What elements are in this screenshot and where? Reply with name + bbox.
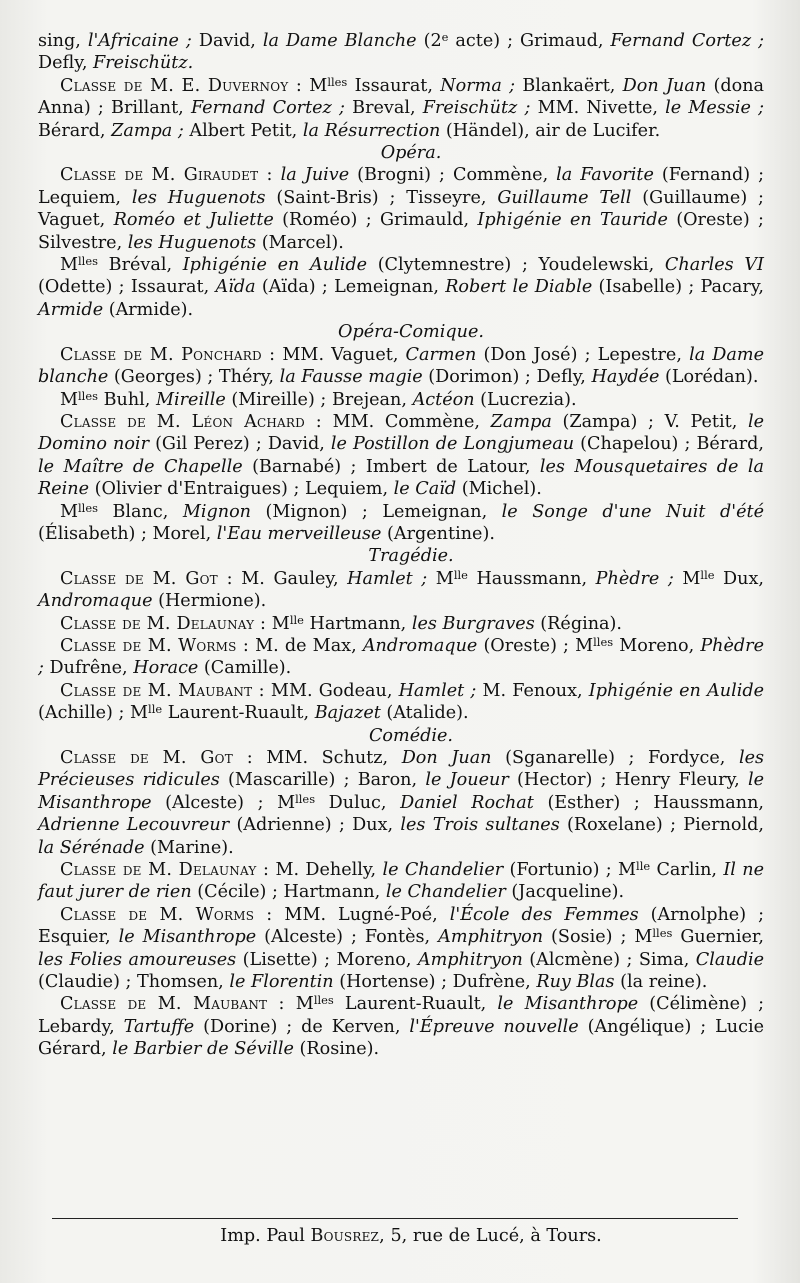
- text-run: (Roméo) ; Grimauld,: [273, 210, 478, 231]
- work-title: le Caïd: [393, 479, 457, 500]
- work-title: le Misanthrope: [118, 927, 257, 948]
- text-run: (Camille).: [198, 658, 292, 679]
- text-run: (Adrienne) ; Dux,: [229, 815, 401, 836]
- text-run: (Rosine).: [293, 1039, 380, 1060]
- superscript: lles: [313, 993, 334, 1008]
- text-run: (Lucrezia).: [474, 389, 577, 410]
- work-title: Fernand Cortez ;: [610, 31, 765, 51]
- work-title: Andromaque: [362, 635, 478, 656]
- text-run: Issaurat,: [347, 75, 441, 96]
- superscript: lles: [295, 791, 316, 806]
- text-run: Imp. Paul: [220, 1226, 311, 1246]
- text-run: (Alceste) ; M: [151, 792, 296, 813]
- class-label: Classe de M. Maubant :: [60, 994, 285, 1015]
- superscript: lle: [289, 612, 304, 627]
- text-run: Opéra-Comique.: [338, 322, 484, 343]
- text-run: Buhl,: [97, 389, 156, 410]
- work-title: Carmen: [405, 344, 477, 365]
- paragraph: [38, 411, 764, 501]
- page-body: [38, 30, 764, 1061]
- text-run: (Dorimon) ; Defly,: [422, 367, 592, 388]
- work-title: le Chandelier: [382, 860, 504, 881]
- text-run: (Chapelou) ; Bérard,: [574, 434, 764, 455]
- text-run: (Barnabé) ; Imbert de Latour,: [242, 456, 540, 477]
- text-run: (Guillaume) ; Vaguet,: [38, 187, 764, 231]
- class-label: Bousrez,: [310, 1226, 385, 1246]
- work-title: Fernand Cortez ;: [190, 98, 345, 119]
- text-run: (la reine).: [614, 972, 708, 993]
- work-title: Amphitryon: [438, 927, 544, 948]
- text-run: Comédie.: [368, 725, 454, 746]
- work-title: Daniel Rochat: [400, 792, 534, 813]
- work-title: Hamlet ;: [398, 680, 477, 701]
- class-label: Classe de M. Maubant :: [60, 680, 265, 701]
- text-run: Defly,: [38, 53, 94, 74]
- text-run: Hartmann,: [303, 613, 412, 634]
- text-run: M. Fenoux,: [476, 680, 589, 701]
- class-label: Classe de M. E. Duvernoy :: [60, 75, 303, 96]
- work-title: Iphigénie en Tauride: [477, 210, 668, 231]
- section-heading: [38, 321, 764, 343]
- work-title: Hamlet ;: [347, 568, 428, 589]
- footer-rule: [52, 1218, 738, 1219]
- work-title: Zampa: [490, 411, 552, 432]
- paragraph: [38, 30, 764, 75]
- text-run: M. Dehelly,: [269, 860, 383, 881]
- text-run: MM. Lugné-Poé,: [272, 904, 450, 925]
- work-title: Don Juan: [622, 75, 707, 96]
- class-label: Classe de M. Delaunay :: [60, 613, 267, 634]
- text-run: (Saint-Bris) ; Tisseyre,: [265, 187, 498, 208]
- work-title: la Sérénade: [38, 837, 145, 858]
- paragraph: [38, 859, 764, 904]
- text-run: Haussmann,: [467, 568, 596, 589]
- work-title: les Précieuses ridicules: [38, 748, 765, 791]
- work-title: Ruy Blas: [536, 972, 615, 993]
- text-run: Laurent-Ruault,: [333, 994, 498, 1015]
- text-run: Blanc,: [97, 501, 183, 522]
- text-run: (Gil Perez) ; David,: [148, 434, 331, 455]
- superscript: lles: [327, 74, 348, 89]
- text-run: Laurent-Ruault,: [162, 703, 315, 724]
- superscript: e: [441, 29, 449, 44]
- paragraph: [38, 389, 764, 411]
- work-title: Don Juan: [401, 748, 492, 768]
- text-run: Duluc,: [315, 792, 401, 813]
- work-title: le Songe d'une Nuit d'été: [501, 501, 764, 522]
- text-run: M. de Max,: [249, 635, 363, 656]
- text-run: (Fernand) ; Lequiem,: [38, 165, 765, 208]
- work-title: la Dame blanche: [38, 344, 764, 388]
- work-title: le Messie ;: [665, 98, 765, 119]
- text-run: acte) ; Grimaud,: [448, 31, 611, 51]
- work-title: la Fausse magie: [279, 367, 423, 388]
- text-run: (Élisabeth) ; Morel,: [38, 523, 217, 544]
- work-title: Adrienne Lecouvreur: [38, 815, 230, 836]
- class-label: Classe de M. Giraudet :: [60, 165, 273, 186]
- text-run: (Achille) ; M: [38, 703, 149, 724]
- text-run: (Esther) ; Haussmann,: [533, 792, 764, 813]
- work-title: Andromaque: [38, 591, 153, 612]
- paragraph: [38, 344, 764, 389]
- text-run: (Oreste) ; M: [477, 635, 594, 656]
- text-run: (Clytemnestre) ; Youdelewski,: [367, 255, 665, 276]
- text-run: Opéra.: [380, 143, 442, 164]
- text-run: Tragédie.: [368, 546, 454, 567]
- text-run: (Mireille) ; Brejean,: [225, 389, 413, 410]
- work-title: Freischütz.: [93, 53, 194, 74]
- text-run: Breval,: [344, 98, 423, 119]
- text-run: M: [427, 568, 454, 589]
- superscript: lle: [636, 858, 651, 873]
- text-run: (Odette) ; Issaurat,: [38, 277, 216, 298]
- text-run: (Georges) ; Théry,: [108, 367, 280, 388]
- text-run: (Dorine) ; de Kerven,: [194, 1016, 410, 1037]
- text-run: M: [302, 75, 328, 96]
- text-run: sing,: [38, 31, 88, 51]
- class-label: Classe de M. Léon Achard :: [60, 411, 322, 432]
- section-heading: [38, 142, 764, 164]
- text-run: (Régina).: [534, 613, 623, 634]
- work-title: Iphigénie en Aulide: [182, 255, 368, 276]
- work-title: l'Africaine ;: [87, 31, 192, 51]
- superscript: lle: [453, 567, 468, 582]
- text-run: (Sosie) ; M: [543, 927, 653, 948]
- text-run: Dux,: [714, 568, 765, 589]
- text-run: (Jacqueline).: [505, 882, 625, 903]
- work-title: Bajazet: [314, 703, 381, 724]
- text-run: (Michel).: [456, 479, 542, 500]
- text-run: (Arnolphe) ; Esquier,: [38, 904, 764, 948]
- superscript: lle: [148, 702, 163, 717]
- work-title: le Joueur: [425, 770, 509, 791]
- text-run: M: [266, 613, 290, 634]
- superscript: lles: [652, 926, 673, 941]
- class-label: Classe de M. Worms :: [60, 904, 273, 925]
- text-run: MM. Godeau,: [264, 680, 399, 701]
- text-run: (Hermione).: [152, 591, 267, 612]
- text-run: (dona Anna) ; Brillant,: [38, 75, 765, 119]
- text-run: (Hector) ; Henry Fleury,: [508, 770, 748, 791]
- work-title: les Mousquetaires de la Reine: [38, 456, 764, 500]
- work-title: Armide: [38, 299, 104, 320]
- text-run: (Hortense) ; Dufrène,: [333, 972, 537, 993]
- section-heading: [38, 725, 764, 747]
- text-run: (Zampa) ; V. Petit,: [551, 411, 748, 432]
- work-title: Mignon: [182, 501, 251, 522]
- text-run: (Isabelle) ; Pacary,: [592, 277, 764, 298]
- text-run: M: [60, 255, 79, 276]
- text-run: (Lorédan).: [659, 367, 759, 388]
- superscript: lle: [700, 567, 715, 582]
- superscript: lles: [78, 500, 98, 515]
- work-title: la Favorite: [556, 165, 654, 186]
- work-title: le Misanthrope: [497, 994, 639, 1015]
- paragraph: [38, 904, 764, 994]
- paragraph: [38, 993, 764, 1060]
- work-title: Norma ;: [440, 75, 516, 96]
- paragraph: [38, 680, 764, 725]
- text-run: (Argentine).: [381, 523, 495, 544]
- work-title: les Huguenots: [127, 232, 257, 253]
- text-run: (Roxelane) ; Piernold,: [559, 815, 764, 836]
- work-title: le Maître de Chapelle: [38, 456, 243, 477]
- text-run: Moreno,: [613, 635, 701, 656]
- class-label: Classe de M. Worms :: [60, 635, 249, 656]
- text-run: (Marine).: [144, 837, 234, 858]
- work-title: Roméo et Juliette: [113, 210, 274, 231]
- text-run: (Marcel).: [256, 232, 344, 253]
- text-run: (Claudie) ; Thomsen,: [38, 972, 230, 993]
- text-run: M: [60, 501, 79, 522]
- work-title: les Huguenots: [131, 187, 266, 208]
- work-title: les Folies amoureuses: [38, 949, 237, 970]
- text-run: MM. Schutz,: [252, 748, 402, 768]
- text-run: (Lisette) ; Moreno,: [236, 949, 418, 970]
- text-run: MM. Vaguet,: [275, 344, 406, 365]
- text-run: (Angélique) ; Lucie Gérard,: [38, 1016, 764, 1060]
- paragraph: [38, 568, 764, 613]
- work-title: Tartuffe: [123, 1016, 195, 1037]
- text-run: (Olivier d'Entraigues) ; Lequiem,: [89, 479, 394, 500]
- text-run: (Mascarille) ; Baron,: [219, 770, 426, 791]
- text-run: (Don José) ; Lepestre,: [476, 344, 690, 365]
- text-run: (Alcmène) ; Sima,: [522, 949, 696, 970]
- work-title: Charles VI: [664, 255, 765, 276]
- text-run: (Mignon) ; Lemeignan,: [251, 501, 502, 522]
- superscript: lles: [78, 253, 98, 268]
- work-title: l'Épreuve nouvelle: [409, 1016, 579, 1037]
- work-title: Phèdre ;: [38, 635, 764, 679]
- work-title: Phèdre ;: [595, 568, 674, 589]
- text-run: (Armide).: [103, 299, 194, 320]
- text-run: MM. Nivette,: [530, 98, 666, 119]
- text-run: (Atalide).: [380, 703, 469, 724]
- class-label: Classe de M. Delaunay :: [60, 860, 270, 881]
- printer-imprint: [0, 1226, 800, 1246]
- work-title: Il ne faut jurer de rien: [38, 860, 764, 903]
- work-title: le Misanthrope: [38, 770, 764, 813]
- superscript: lles: [78, 388, 98, 403]
- text-run: (Aïda) ; Lemeignan,: [255, 277, 446, 298]
- work-title: Iphigénie en Aulide: [588, 680, 764, 701]
- paragraph: [38, 635, 764, 680]
- class-label: Classe de M. Got :: [60, 748, 253, 768]
- text-run: Bérard,: [38, 120, 112, 141]
- text-run: M: [60, 389, 79, 410]
- text-run: (Händel), air de Lucifer.: [440, 120, 661, 141]
- work-title: Amphitryon: [417, 949, 523, 970]
- text-run: (Célimène) ; Lebardy,: [38, 994, 765, 1037]
- text-run: Bréval,: [97, 255, 183, 276]
- text-run: 5, rue de Lucé, à Tours.: [384, 1226, 602, 1246]
- work-title: l'Eau merveilleuse: [216, 523, 382, 544]
- text-run: MM. Commène,: [321, 411, 491, 432]
- work-title: Zampa ;: [111, 120, 184, 141]
- text-run: (Brogni) ; Commène,: [349, 165, 557, 186]
- work-title: Mireille: [155, 389, 226, 410]
- work-title: la Résurrection: [302, 120, 441, 141]
- text-run: Blankaërt,: [515, 75, 623, 96]
- work-title: le Domino noir: [38, 411, 764, 455]
- text-run: (Cécile) ; Hartmann,: [191, 882, 386, 903]
- text-run: Carlin,: [650, 860, 724, 881]
- class-label: Classe de M. Got :: [60, 568, 233, 589]
- class-label: Classe de M. Ponchard :: [60, 344, 276, 365]
- text-run: Guernier,: [672, 927, 764, 948]
- text-run: (2: [416, 31, 442, 51]
- work-title: la Juive: [280, 165, 350, 186]
- work-title: les Burgraves: [411, 613, 535, 634]
- work-title: les Trois sultanes: [400, 815, 560, 836]
- paragraph: [38, 75, 764, 142]
- text-run: (Alceste) ; Fontès,: [256, 927, 439, 948]
- work-title: Claudie: [695, 949, 764, 970]
- work-title: le Barbier de Séville: [112, 1039, 294, 1060]
- work-title: Guillaume Tell: [497, 187, 632, 208]
- work-title: le Florentin: [229, 972, 334, 993]
- work-title: l'École des Femmes: [449, 904, 639, 925]
- text-run: Dufrêne,: [43, 658, 134, 679]
- work-title: la Dame Blanche: [262, 31, 417, 51]
- work-title: le Postillon de Longjumeau: [330, 434, 575, 455]
- work-title: Robert le Diable: [445, 277, 593, 298]
- work-title: Freischütz ;: [422, 98, 531, 119]
- section-heading: [38, 545, 764, 567]
- text-run: Albert Petit,: [183, 120, 303, 141]
- text-run: M: [673, 568, 701, 589]
- text-run: [273, 165, 281, 185]
- superscript: lles: [593, 634, 614, 649]
- text-run: (Sganarelle) ; Fordyce,: [491, 748, 739, 768]
- paragraph: [38, 164, 764, 254]
- paragraph: [38, 613, 764, 635]
- text-run: M. Gauley,: [232, 568, 348, 589]
- text-run: David,: [191, 31, 263, 51]
- work-title: Horace: [133, 658, 199, 679]
- text-run: (Oreste) ; Silvestre,: [38, 210, 764, 253]
- work-title: le Chandelier: [385, 882, 506, 903]
- text-run: (Fortunio) ; M: [503, 860, 637, 881]
- work-title: Actéon: [412, 389, 475, 410]
- paragraph: [38, 254, 764, 321]
- paragraph: [38, 747, 764, 859]
- text-run: M: [284, 994, 314, 1015]
- work-title: Haydée: [591, 367, 660, 388]
- work-title: Aïda: [215, 277, 256, 298]
- paragraph: [38, 501, 764, 546]
